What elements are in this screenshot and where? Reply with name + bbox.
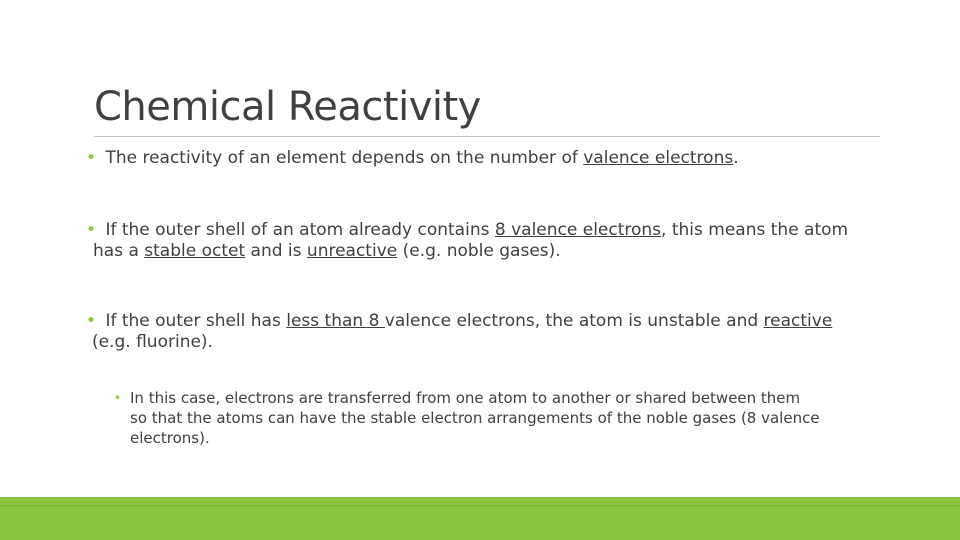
footer-accent-bar bbox=[0, 497, 960, 540]
bullet-2-term-stable-octet: stable octet bbox=[144, 241, 246, 261]
title-divider bbox=[94, 136, 880, 137]
bullet-1 bbox=[86, 148, 886, 169]
slide-title: Chemical Reactivity bbox=[94, 84, 481, 130]
bullet-1-text-a: The reactivity of an element depends on the number of bbox=[105, 148, 584, 168]
bullet-3-marker: • bbox=[86, 311, 97, 331]
bullet-2-term-unreactive: unreactive bbox=[306, 241, 398, 261]
footer-accent-line bbox=[0, 505, 960, 507]
bullet-3-text-a: If the outer shell has bbox=[105, 311, 287, 331]
bullet-1-term-valence-electrons: valence electrons bbox=[583, 148, 734, 168]
bullet-1-text-b: . bbox=[733, 148, 739, 168]
sub-bullet-line-1: In this case, electrons are transferred from one atom to another or shared between them bbox=[130, 389, 801, 407]
bullet-2-text-e: (e.g. noble gases). bbox=[397, 241, 561, 261]
bullet-3-line-1 bbox=[86, 311, 906, 332]
bullet-3-term-reactive: reactive bbox=[763, 311, 833, 331]
bullet-2 bbox=[86, 220, 906, 262]
bullet-1-marker: • bbox=[86, 148, 97, 168]
sub-bullet-line-2: so that the atoms can have the stable electron arrangements of the noble gases (8 valence bbox=[130, 409, 820, 427]
bullet-2-term-8-valence-electrons: 8 valence electrons bbox=[494, 220, 662, 240]
sub-bullet-line-3: electrons). bbox=[130, 429, 210, 447]
bullet-2-text-a: If the outer shell of an atom already contains bbox=[105, 220, 495, 240]
bullet-3 bbox=[86, 311, 906, 353]
bullet-2-text-b: , this means the atom bbox=[661, 220, 849, 240]
bullet-2-text-d: and is bbox=[245, 241, 307, 261]
bullet-2-line-2 bbox=[86, 241, 906, 262]
bullet-3-term-less-than-8: less than 8 bbox=[286, 311, 385, 331]
bullet-2-marker: • bbox=[86, 220, 97, 240]
bullet-2-line-1 bbox=[86, 220, 906, 241]
bullet-3-text-b: valence electrons, the atom is unstable and bbox=[384, 311, 764, 331]
bullet-3-line-2: (e.g. fluorine). bbox=[92, 332, 213, 352]
bullet-2-text-c: has a bbox=[93, 241, 145, 261]
sub-bullet-marker: • bbox=[114, 391, 122, 405]
sub-bullet bbox=[114, 388, 910, 448]
